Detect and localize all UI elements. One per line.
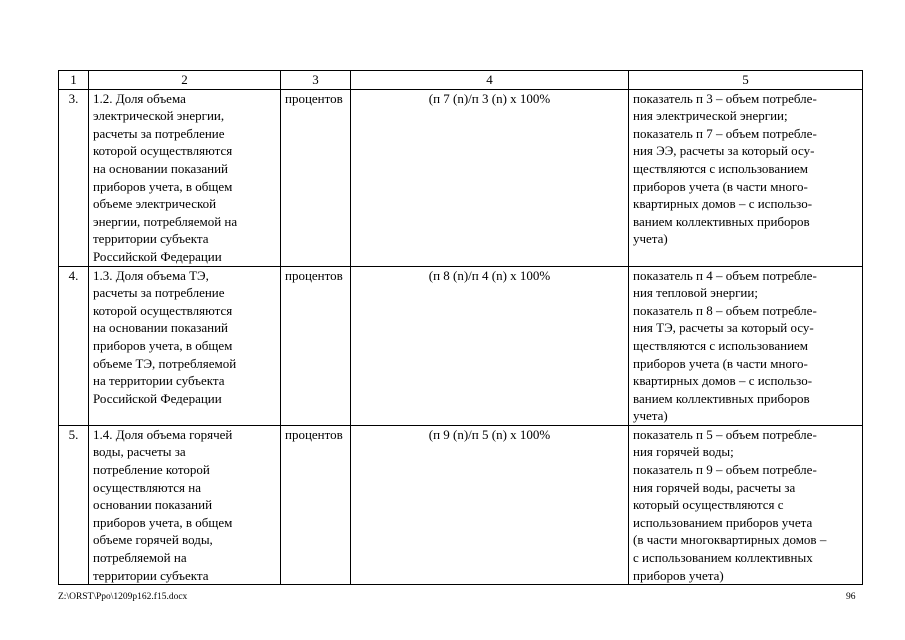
indicator-name: 1.2. Доля объема электрической энергии, расчеты за потребление которой осуществляются на основании показаний приборов учета, в общем объеме электрической энергии, потребляемой на территории субъекта Российской Федерации bbox=[89, 89, 281, 266]
formula-cell: (п 7 (n)/п 3 (n) х 100% bbox=[351, 89, 629, 266]
footer-file-path: Z:\ORST\Ppo\1209p162.f15.docx bbox=[58, 592, 188, 602]
row-number: 5. bbox=[59, 425, 89, 584]
table-row bbox=[59, 89, 863, 266]
header-col-2: 2 bbox=[89, 71, 281, 90]
table-row bbox=[59, 425, 863, 584]
indicator-name: 1.4. Доля объема горячей воды, расчеты за потребление которой осуществляются на основании показаний приборов учета, в общем объеме горячей воды, потребляемой на территории субъекта bbox=[89, 425, 281, 584]
formula-cell: (п 8 (n)/п 4 (n) х 100% bbox=[351, 266, 629, 425]
note-cell: показатель п 3 – объем потребле- ния электрической энергии; показатель п 7 – объем потребле- ния ЭЭ, расчеты за который осу- ществляются с использованием приборов учета (в части много- квартирных домов – с использо- ванием коллективных приборов учета) bbox=[629, 89, 863, 266]
indicator-name: 1.3. Доля объема ТЭ, расчеты за потребление которой осуществляются на основании показаний приборов учета, в общем объеме ТЭ, потребляемой на территории субъекта Российской Федерации bbox=[89, 266, 281, 425]
note-cell: показатель п 5 – объем потребле- ния горячей воды; показатель п 9 – объем потребле- ния горячей воды, расчеты за который осуществляются с использованием приборов учета (в части многоквартирных домов – с использованием коллективных приборов учета) bbox=[629, 425, 863, 584]
header-col-5: 5 bbox=[629, 71, 863, 90]
formula-cell: (п 9 (n)/п 5 (n) х 100% bbox=[351, 425, 629, 584]
note-cell: показатель п 4 – объем потребле- ния тепловой энергии; показатель п 8 – объем потребле- ния ТЭ, расчеты за который осу- ществляются с использованием приборов учета (в части много- квартирных домов – с использо- ванием коллективных приборов учета) bbox=[629, 266, 863, 425]
unit-cell: процентов bbox=[281, 425, 351, 584]
header-col-3: 3 bbox=[281, 71, 351, 90]
table-row bbox=[59, 266, 863, 425]
page-number: 96 bbox=[846, 592, 856, 602]
unit-cell: процентов bbox=[281, 266, 351, 425]
row-number: 3. bbox=[59, 89, 89, 266]
unit-cell: процентов bbox=[281, 89, 351, 266]
header-col-1: 1 bbox=[59, 71, 89, 90]
header-col-4: 4 bbox=[351, 71, 629, 90]
table-header-row bbox=[59, 71, 863, 90]
indicator-table bbox=[58, 70, 863, 585]
row-number: 4. bbox=[59, 266, 89, 425]
